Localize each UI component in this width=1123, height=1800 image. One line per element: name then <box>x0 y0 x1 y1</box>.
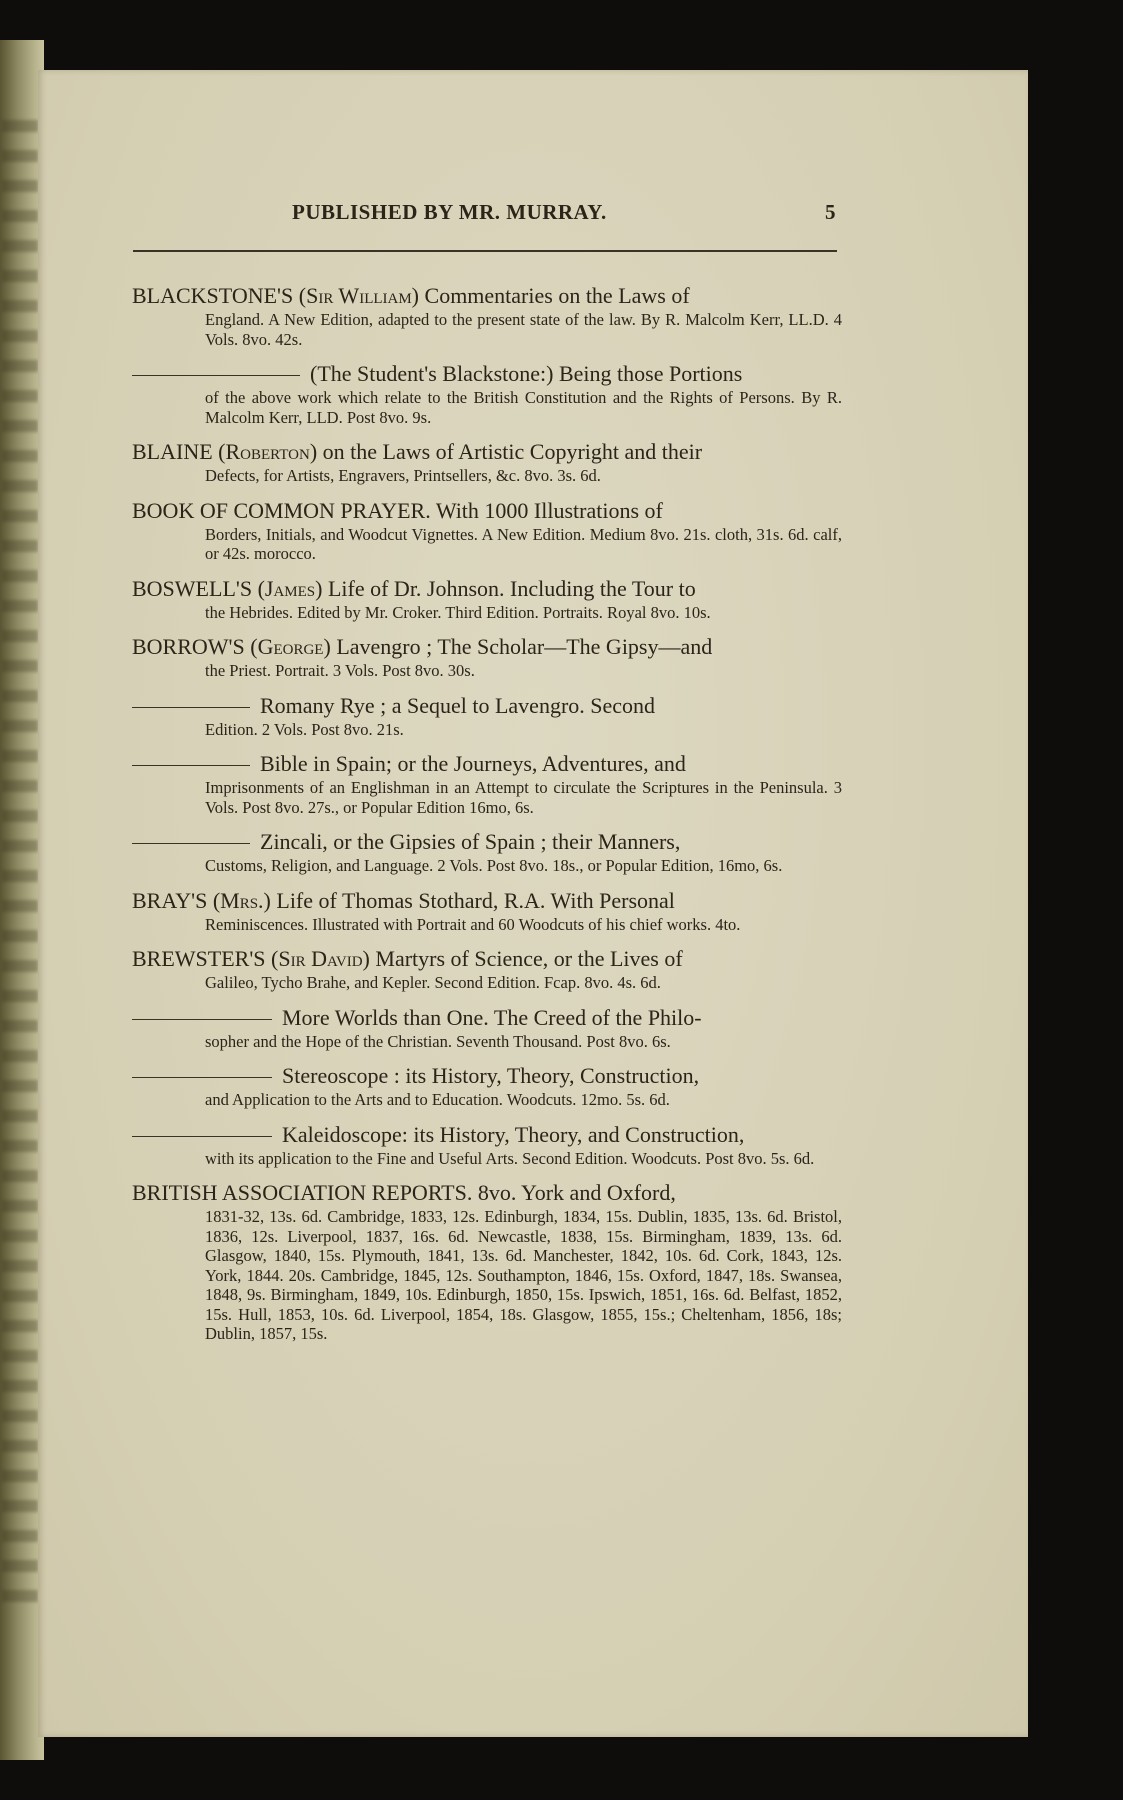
catalogue-entry <box>132 1121 842 1169</box>
catalogue-entry <box>132 633 842 681</box>
header-rule <box>133 250 837 252</box>
entry-description: of the above work which relate to the British Constitution and the Rights of Persons. By R. Malcolm Kerr, LLD. Post 8vo. 9s. <box>205 388 842 427</box>
ditto-rule <box>132 375 300 376</box>
catalogue-entry <box>132 887 842 935</box>
entry-description: Galileo, Tycho Brahe, and Kepler. Second Edition. Fcap. 8vo. 4s. 6d. <box>205 973 661 992</box>
catalogue-entry <box>132 575 842 623</box>
ditto-rule <box>132 765 250 766</box>
entry-title: Stereoscope : its History, Theory, Construction, <box>282 1063 700 1088</box>
running-header: PUBLISHED BY MR. MURRAY. <box>292 200 607 224</box>
entry-description: Borders, Initials, and Woodcut Vignettes. A New Edition. Medium 8vo. 21s. cloth, 31s. 6d. calf, or 42s. morocco. <box>205 524 842 563</box>
catalogue-entry <box>132 1062 842 1110</box>
catalogue-entry <box>132 945 842 993</box>
catalogue-entry <box>132 692 842 740</box>
entry-description: Edition. 2 Vols. Post 8vo. 21s. <box>205 719 404 739</box>
entry-description: Imprisonments of an Englishman in an Attempt to circulate the Scriptures in the Peninsula. 3 Vols. Post 8vo. 27s., or Popular Edition 16mo, 6s. <box>205 778 842 817</box>
entry-description: the Hebrides. Edited by Mr. Croker. Third Edition. Portraits. Royal 8vo. 10s. <box>205 602 711 622</box>
entry-title: Commentaries on the Laws of <box>424 283 690 308</box>
catalogue-entry <box>132 438 842 486</box>
entry-author: BOOK OF COMMON PRAYER. <box>132 497 431 523</box>
entry-title: Martyrs of Science, or the Lives of <box>375 946 683 971</box>
catalogue-entry <box>132 750 842 817</box>
entry-description: Defects, for Artists, Engravers, Printsellers, &c. 8vo. 3s. 6d. <box>205 466 601 485</box>
entry-qualifier: (Roberton) <box>218 439 318 464</box>
entry-description: the Priest. Portrait. 3 Vols. Post 8vo. 30s. <box>205 661 475 680</box>
entry-title: More Worlds than One. The Creed of the Philo- <box>282 1004 702 1030</box>
entry-author: BRAY'S <box>132 887 208 913</box>
entry-title: Kaleidoscope: its History, Theory, and Construction, <box>282 1121 745 1147</box>
entry-title: Life of Thomas Stothard, R.A. With Personal <box>276 887 675 913</box>
entry-author: BORROW'S <box>132 634 245 659</box>
page-number: 5 <box>825 200 836 224</box>
entry-qualifier: (James) <box>257 575 323 601</box>
entry-author: BLAINE <box>132 439 213 464</box>
entry-description: sopher and the Hope of the Christian. Seventh Thousand. Post 8vo. 6s. <box>205 1031 671 1051</box>
ditto-rule <box>132 843 250 844</box>
ditto-rule <box>132 1136 272 1137</box>
entry-description: with its application to the Fine and Useful Arts. Second Edition. Woodcuts. Post 8vo. 5s. 6d. <box>205 1148 815 1168</box>
catalogue-entry <box>132 828 842 876</box>
entry-author: BRITISH ASSOCIATION REPORTS. <box>132 1180 473 1205</box>
ditto-rule <box>132 1019 272 1020</box>
entry-title: Zincali, or the Gipsies of Spain ; their Manners, <box>260 829 681 854</box>
catalogue-entry <box>132 282 842 349</box>
entry-description: Customs, Religion, and Language. 2 Vols. Post 8vo. 18s., or Popular Edition, 16mo, 6s. <box>205 856 783 875</box>
entry-title: With 1000 Illustrations of <box>435 497 663 523</box>
entry-qualifier: (Mrs.) <box>212 887 271 913</box>
entry-title: 8vo. York and Oxford, <box>477 1180 676 1205</box>
entry-title: Lavengro ; The Scholar—The Gipsy—and <box>336 634 713 659</box>
entry-title: Romany Rye ; a Sequel to Lavengro. Second <box>260 692 656 718</box>
catalogue-entries <box>132 282 842 1355</box>
catalogue-entry <box>132 497 842 564</box>
entry-author: BLACKSTONE'S <box>132 283 294 308</box>
catalogue-entry <box>132 360 842 427</box>
entry-author: BOSWELL'S <box>132 575 253 601</box>
entry-title: Life of Dr. Johnson. Including the Tour to <box>327 575 696 601</box>
entry-title: Bible in Spain; or the Journeys, Adventures, and <box>260 751 686 776</box>
entry-qualifier: (Sir William) <box>298 283 420 308</box>
entry-title: on the Laws of Artistic Copyright and their <box>322 439 703 464</box>
ditto-rule <box>132 1077 272 1078</box>
entry-description: and Application to the Arts and to Education. Woodcuts. 12mo. 5s. 6d. <box>205 1090 670 1109</box>
ditto-rule <box>132 707 250 708</box>
entry-description: 1831-32, 13s. 6d. Cambridge, 1833, 12s. Edinburgh, 1834, 15s. Dublin, 1835, 13s. 6d. Bristol, 1836, 12s. Liverpool, 1837, 16s. 6d. Newcastle, 1838, 15s. Birmingham, 1839, 13s. 6d. Glasgow, 1840, 15s. Plymouth, 1841, 13s. 6d. Manchester, 1842, 10s. 6d. Cork, 1843, 12s. York, 1844. 20s. Cambridge, 1845, 12s. Southampton, 1846, 15s. Oxford, 1847, 18s. Swansea, 1848, 9s. Birmingham, 1849, 10s. Edinburgh, 1850, 15s. Ipswich, 1851, 16s. 6d. Belfast, 1852, 15s. Hull, 1853, 10s. 6d. Liverpool, 1854, 18s. Glasgow, 1855, 15s.; Cheltenham, 1856, 18s; Dublin, 1857, 15s. <box>205 1207 842 1343</box>
entry-description: Reminiscences. Illustrated with Portrait and 60 Woodcuts of his chief works. 4to. <box>205 914 741 934</box>
catalogue-entry <box>132 1179 842 1344</box>
entry-author: BREWSTER'S <box>132 946 266 971</box>
entry-description: England. A New Edition, adapted to the present state of the law. By R. Malcolm Kerr, LL.D. 4 Vols. 8vo. 42s. <box>205 310 842 349</box>
entry-qualifier: (Sir David) <box>271 946 370 971</box>
catalogue-entry <box>132 1004 842 1052</box>
entry-title: (The Student's Blackstone:) Being those Portions <box>310 361 743 386</box>
entry-qualifier: (George) <box>250 634 331 659</box>
adjacent-pages-text-bleed <box>2 120 38 1620</box>
